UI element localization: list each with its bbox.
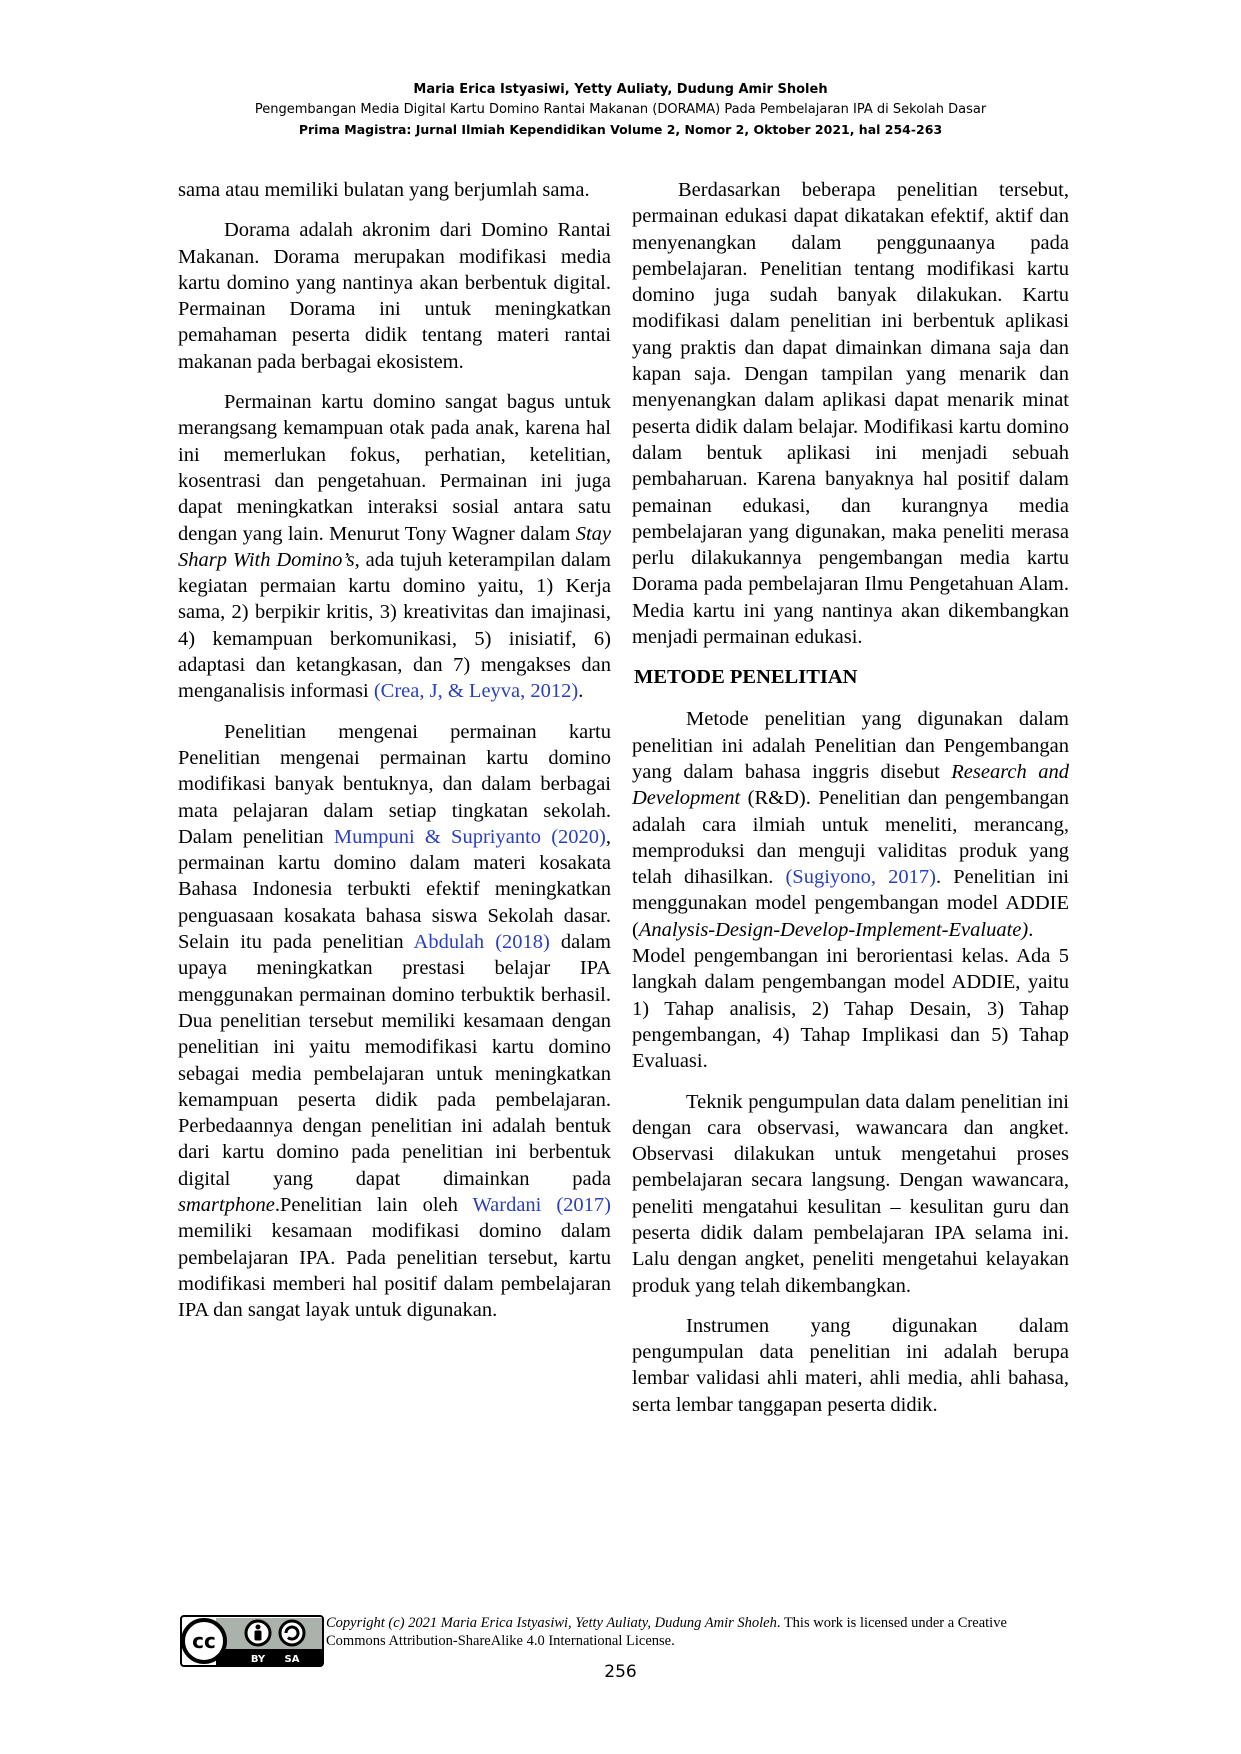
text-run: . Model pengembangan ini berorientasi kelas. Ada 5 langkah dalam pengembangan model ADDIE, yaitu 1) Tahap analisis, 2) Tahap Desain, 3) Tahap pengembangan, 4) Tahap Implikasi dan 5) Tahap Evaluasi.	[632, 918, 1069, 1073]
svg-text:SA: SA	[284, 1654, 300, 1665]
license-notice	[326, 1614, 1070, 1650]
header-authors: Maria Erica Istyasiwi, Yetty Auliaty, Dudung Amir Sholeh	[413, 82, 828, 97]
citation-link[interactable]: Mumpuni & Supriyanto (2020)	[333, 825, 606, 848]
text-run: Metode penelitian yang digunakan dalam penelitian ini adalah Penelitian dan Pengembangan yang dalam bahasa inggris disebut	[632, 708, 1069, 783]
italic-term: smartphone	[178, 1193, 275, 1216]
license-statement: . This work is licensed under a Creative Commons Attribution-ShareAlike 4.0 International License.	[326, 1615, 1007, 1649]
running-header	[0, 80, 1241, 140]
italic-title: Stay Sharp With Domino’s	[178, 522, 611, 571]
italic-term: Analysis-Design-Develop-Implement-Evaluate)	[638, 918, 1029, 941]
svg-text:cc: cc	[192, 1629, 216, 1653]
section-heading: METODE PENELITIAN	[634, 666, 858, 689]
paragraph: Teknik pengumpulan data dalam penelitian ini dengan cara observasi, wawancara dan angket. Observasi dilakukan untuk mengetahui proses pembelajaran secara langsung. Dengan wawancara, peneliti mengatahui kesulitan – kesulitan guru dan peserta didik dalam pembelajaran IPA selama ini. Lalu dengan angket, peneliti mengetahui kelayakan produk yang telah dikembangkan.	[632, 1090, 1069, 1297]
header-article-title: Pengembangan Media Digital Kartu Domino Rantai Makanan (DORAMA) Pada Pembelajaran IPA di Sekolah Dasar	[254, 102, 987, 117]
text-run: . Penelitian ini menggunakan model pengembangan model ADDIE (	[632, 866, 1070, 941]
paragraph	[178, 389, 611, 705]
paragraph: Instrumen yang digunakan dalam pengumpulan data penelitian ini adalah berupa lembar validasi ahli materi, ahli media, ahli bahasa, serta lembar tanggapan peserta didik.	[632, 1314, 1069, 1416]
sa-share-icon	[280, 1621, 304, 1645]
svg-text:BY: BY	[250, 1654, 266, 1665]
text-run: dalam upaya meningkatkan prestasi belajar IPA menggunakan permainan domino terbuktik berhasil. Dua penelitian tersebut memiliki kesamaan dengan penelitian ini yaitu memodifikasi kartu domino sebagai media pembelajaran untuk meningkatkan kemampuan peserta didik pada pembelajaran. Perbedaannya dengan penelitian ini adalah bentuk dari kartu domino pada penelitian ini berbentuk digital yang dapat dimainkan pada	[178, 931, 611, 1190]
header-journal-info: Prima Magistra: Jurnal Ilmiah Kependidikan Volume 2, Nomor 2, Oktober 2021, hal 254-263	[298, 122, 943, 137]
page-number: 256	[604, 1662, 637, 1682]
citation-link[interactable]: (Crea, J, & Leyva, 2012)	[373, 680, 579, 703]
paragraph: sama atau memiliki bulatan yang berjumlah sama.	[178, 179, 590, 201]
text-run: .Penelitian lain oleh	[274, 1193, 473, 1216]
paragraph	[632, 706, 1069, 1074]
italic-term: Research and Development	[632, 760, 1069, 810]
cc-by-sa-license-icon[interactable]	[180, 1615, 324, 1667]
paragraph	[178, 719, 611, 1324]
citation-link[interactable]: Wardani (2017)	[472, 1193, 611, 1216]
text-run: , permainan kartu domino dalam materi kosakata Bahasa Indonesia terbukti efektif meningkatkan penguasaan kosakata bahasa siswa Sekolah dasar. Selain itu pada penelitian	[178, 825, 611, 954]
text-run: Penelitian mengenai permainan kartu Penelitian mengenai permainan kartu domino modifikasi banyak bentuknya, dan dalam berbagai mata pelajaran dalam setiap tingkatan sekolah. Dalam penelitian	[178, 720, 611, 848]
text-run: , ada tujuh keterampilan dalam kegiatan permaian kartu domino yaitu, 1) Kerja sama, 2) berpikir kritis, 3) kreativitas dan imajinasi, 4) kemampuan berkomunikasi, 5) inisiatif, 6) adaptasi dan ketangkasan, dan 7) mengakses dan menganalisis informasi	[178, 548, 612, 703]
text-run: (R&D). Penelitian dan pengembangan adalah cara ilmiah untuk meneliti, merancang, memproduksi dan menguji validitas produk yang telah dihasilkan.	[632, 787, 1069, 889]
citation-link[interactable]: Abdulah (2018)	[413, 931, 550, 954]
citation-link[interactable]: (Sugiyono, 2017)	[785, 866, 936, 889]
text-run: memiliki kesamaan modifikasi domino dalam pembelajaran IPA. Pada penelitian tersebut, kartu modifikasi memberi hal positif dalam pembelajaran IPA dan sangat layak untuk digunakan.	[178, 1220, 611, 1322]
text-run: .	[578, 680, 584, 703]
text-run: Permainan kartu domino sangat bagus untuk merangsang kemampuan otak pada anak, karena hal ini memerlukan fokus, perhatian, ketelitian, kosentrasi dan pengetahuan. Permainan ini juga dapat meningkatkan interaksi sosial antara satu dengan yang lain. Menurut Tony Wagner dalam	[178, 391, 611, 545]
left-column	[178, 177, 611, 1337]
right-column	[632, 177, 1069, 1432]
paragraph: Berdasarkan beberapa penelitian tersebut, permainan edukasi dapat dikatakan efektif, aktif dan menyenangkan dalam penggunaanya pada pembelajaran. Penelitian tentang modifikasi kartu domino juga sudah banyak dilakukan. Kartu modifikasi dalam penelitian ini berbentuk aplikasi yang praktis dan dapat dimainkan dimana saja dan kapan saja. Dengan tampilan yang menarik dan menyenangkan dalam aplikasi dapat menarik minat peserta didik dalam belajar. Modifikasi kartu domino dalam bentuk aplikasi ini menjadi sebuah pembaharuan. Karena banyaknya hal positif dalam pemainan edukasi, dan kurangnya media pembelajaran yang digunakan, maka peneliti merasa perlu dilakukannya pengembangan media kartu Dorama pada pembelajaran Ilmu Pengetahuan Alam. Media kartu ini yang nantinya akan dikembangkan menjadi permainan edukasi.	[632, 179, 1069, 649]
copyright-statement: Copyright (c) 2021 Maria Erica Istyasiwi, Yetty Auliaty, Dudung Amir Sholeh	[326, 1615, 777, 1631]
paragraph: Dorama adalah akronim dari Domino Rantai Makanan. Dorama merupakan modifikasi media kartu domino yang nantinya akan berbentuk digital. Permainan Dorama ini untuk meningkatkan pemahaman peserta didik tentang materi rantai makanan pada berbagai ekosistem.	[178, 219, 611, 373]
